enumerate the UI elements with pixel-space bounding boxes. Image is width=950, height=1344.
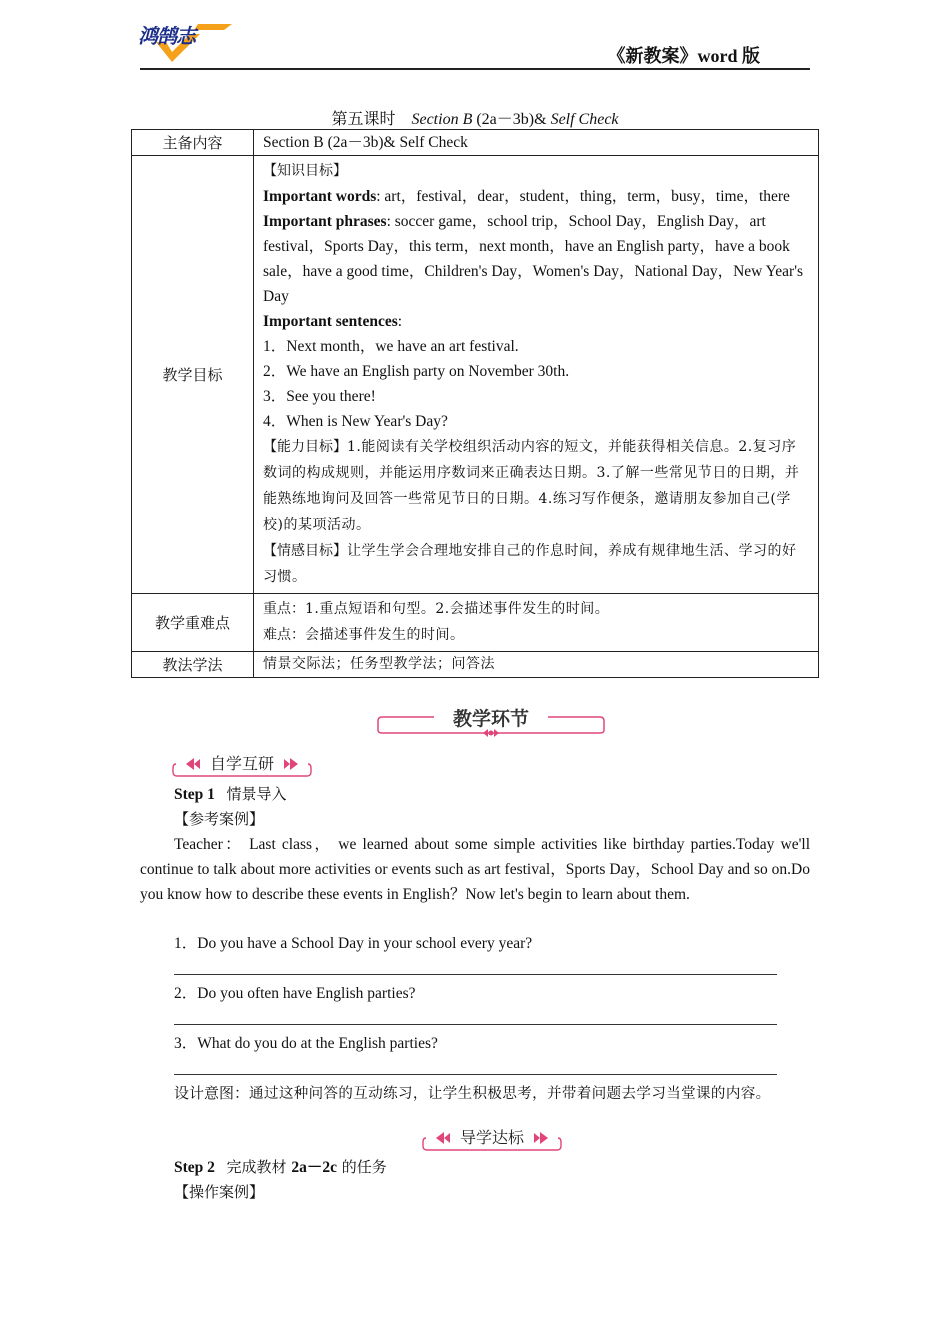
step1-label: Step 1 bbox=[174, 786, 215, 803]
phrases-label: Important phrases bbox=[263, 213, 387, 230]
lesson-title-cn: 第五课时 bbox=[331, 111, 396, 128]
lesson-title bbox=[0, 106, 950, 129]
step1-heading bbox=[174, 782, 810, 807]
question-item: 3．What do you do at the English parties? bbox=[174, 1035, 438, 1052]
lesson-title-section: Section B bbox=[411, 111, 473, 128]
key-text: 1.重点短语和句型。2.会描述事件发生的时间。 bbox=[305, 601, 610, 617]
table-row bbox=[132, 156, 819, 594]
key-heading: 重点： bbox=[263, 601, 305, 617]
step2-heading bbox=[174, 1155, 810, 1180]
step2-title-c: 的任务 bbox=[336, 1158, 387, 1176]
logo bbox=[138, 18, 234, 64]
emotion-text: 让学生学会合理地安排自己的作息时间，养成有规律地生活、学习的好习惯。 bbox=[263, 543, 797, 585]
teacher-text: Last class， we learned about some simple activities like birthday parties.Today we'll continue to talk about more activities or events such as art festival，Sports Day，School Day and so on.Do you know how to describe these events in English？Now let's begin to learn about them. bbox=[140, 836, 810, 903]
methods-cell: 情景交际法；任务型教学法；问答法 bbox=[254, 652, 819, 678]
edition-label: 《新教案》word 版 bbox=[607, 46, 760, 66]
row-label: 教学目标 bbox=[132, 156, 254, 594]
banner-title: 教学环节 bbox=[452, 708, 529, 730]
row-label: 教法学法 bbox=[132, 652, 254, 678]
step2-title-b: 2a－2c bbox=[291, 1159, 337, 1176]
teacher-paragraph bbox=[140, 832, 810, 907]
step2-title-a: 完成教材 bbox=[226, 1158, 292, 1176]
lesson-title-range-a: (2a bbox=[472, 111, 497, 128]
row-label: 主备内容 bbox=[132, 130, 254, 156]
row-value: Section B (2a－3b)& Self Check bbox=[254, 130, 819, 156]
words-label: Important words bbox=[263, 188, 377, 205]
section-tag bbox=[422, 1126, 562, 1152]
words-list: : art，festival，dear，student，thing，term，busy，time，there bbox=[376, 188, 790, 205]
knowledge-heading: 【知识目标】 bbox=[263, 163, 347, 179]
lesson-title-range-b: －3b)& bbox=[496, 111, 551, 128]
teacher-label: Teacher： bbox=[174, 836, 243, 853]
row-label: 教学重难点 bbox=[132, 594, 254, 652]
question-item: 2．Do you often have English parties? bbox=[174, 985, 416, 1002]
table-row bbox=[132, 130, 819, 156]
answer-line[interactable] bbox=[174, 1074, 777, 1075]
sentence-item: 4．When is New Year's Day? bbox=[263, 413, 448, 430]
operation-case-heading: 【操作案例】 bbox=[174, 1183, 265, 1201]
sentences-colon: : bbox=[397, 313, 403, 330]
lesson-plan-table bbox=[131, 129, 819, 678]
design-intent-text: 通过这种问答的互动练习，让学生积极思考，并带着问题去学习当堂课的内容。 bbox=[249, 1086, 771, 1102]
answer-line[interactable] bbox=[174, 974, 777, 975]
table-row bbox=[132, 652, 819, 678]
tag-label: 导学达标 bbox=[459, 1128, 524, 1147]
design-intent-label: 设计意图： bbox=[174, 1084, 250, 1102]
ability-heading: 【能力目标】 bbox=[263, 439, 347, 455]
sentence-item: 3．See you there! bbox=[263, 388, 376, 405]
header-divider bbox=[140, 68, 810, 70]
emotion-heading: 【情感目标】 bbox=[263, 543, 347, 559]
section-banner bbox=[376, 704, 606, 740]
logo-text: 鸿鹄志 bbox=[138, 24, 195, 48]
key-points-cell bbox=[254, 594, 819, 652]
difficulty-heading: 难点： bbox=[263, 627, 305, 643]
sentence-item: 1．Next month，we have an art festival. bbox=[263, 338, 519, 355]
step1-title: 情景导入 bbox=[226, 785, 287, 803]
difficulty-text: 会描述事件发生的时间。 bbox=[305, 627, 465, 643]
table-row bbox=[132, 594, 819, 652]
phrases-list: : soccer game，school trip，School Day，English Day，art festival，Sports Day，this term，next month，have an English party，have a book sale，have a good time，Children's Day，Women's Day，National Day，New Year's Day bbox=[263, 213, 804, 305]
sentences-label: Important sentences bbox=[263, 313, 398, 330]
reference-case-heading: 【参考案例】 bbox=[174, 810, 265, 828]
design-intent-paragraph bbox=[140, 1081, 810, 1107]
answer-line[interactable] bbox=[174, 1024, 777, 1025]
step2-label: Step 2 bbox=[174, 1159, 215, 1176]
lesson-title-selfcheck: Self Check bbox=[550, 111, 619, 128]
ability-text: 1.能阅读有关学校组织活动内容的短文，并能获得相关信息。2.复习序数词的构成规则，并能运用序数词来正确表达日期。3.了解一些常见节日的日期，并能熟练地询问及回答一些常见节日的日期。4.练习写作便条，邀请朋友参加自己(学校)的某项活动。 bbox=[263, 439, 800, 533]
objectives-cell bbox=[254, 156, 819, 594]
question-item: 1．Do you have a School Day in your school every year? bbox=[174, 935, 533, 952]
section-tag bbox=[172, 752, 312, 778]
tag-label: 自学互研 bbox=[209, 754, 274, 773]
sentence-item: 2．We have an English party on November 30th. bbox=[263, 363, 570, 380]
